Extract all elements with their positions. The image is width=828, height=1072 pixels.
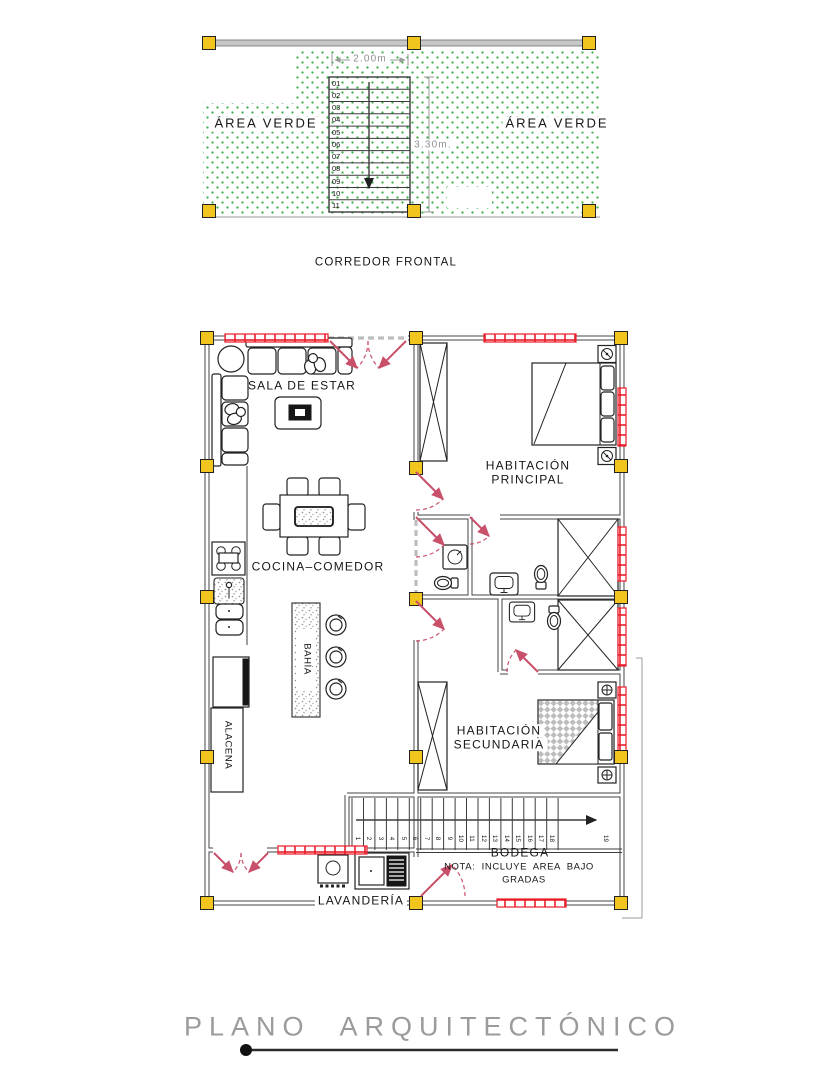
stair-step-number: 6	[411, 836, 419, 841]
toilet-icon	[535, 566, 548, 590]
wardrobe-secundaria	[418, 682, 447, 790]
closet-hall-lower	[558, 600, 618, 670]
refrigerator	[213, 657, 249, 707]
stair-step-number: 3	[377, 836, 385, 841]
label-bodega-note-1: NOTA: INCLUYE AREA BAJO	[444, 861, 594, 873]
bahia-bar	[292, 603, 346, 717]
stair-step-number: 04	[332, 115, 341, 125]
label-habitacion-principal-2: PRINCIPAL	[491, 472, 565, 487]
title-rule-dot	[240, 1044, 252, 1056]
door-swing	[241, 853, 268, 872]
stair-step-number: 4	[388, 836, 396, 841]
washer-icon	[443, 545, 467, 569]
stair-step-number: 14	[502, 835, 510, 842]
label-bodega-note-2: GRADAS	[502, 874, 546, 886]
stair-step-number: 9	[445, 836, 453, 841]
stair-step-number: 1	[354, 836, 362, 841]
kitchen-counter	[211, 466, 249, 792]
stair-step-number: 12	[480, 835, 488, 842]
title-rule	[240, 1044, 618, 1056]
bedroom-secundaria-furniture	[538, 682, 616, 783]
nightstand-cross	[598, 767, 616, 783]
bed-principal	[532, 363, 616, 445]
door-swing	[368, 341, 406, 368]
label-corredor-frontal: CORREDOR FRONTAL	[314, 256, 458, 269]
stair-step-number: 17	[537, 835, 545, 842]
stair-step-number: 02	[332, 90, 341, 100]
alacena-cabinet	[211, 708, 243, 792]
dim-3-30m-label: 3.30m.	[411, 139, 455, 150]
side-table-round	[218, 346, 244, 372]
nightstand-lamp	[598, 448, 616, 465]
laundry-fixtures	[318, 853, 409, 889]
label-area-verde-right: ÁREA VERDE	[502, 117, 611, 132]
label-alacena: ALACENA	[222, 720, 234, 770]
stair-step-number: 5	[399, 836, 407, 841]
kitchen-sink	[214, 578, 244, 635]
table-centerpiece	[295, 507, 333, 526]
sink-vanity-icon	[509, 602, 534, 622]
window-symbol	[618, 608, 626, 666]
coffee-table	[275, 397, 321, 429]
dining-set	[263, 478, 365, 555]
stair-step-number: 01	[332, 78, 341, 88]
sink-vanity-icon	[490, 573, 518, 595]
nightstand-cross	[598, 682, 616, 698]
stair-step-number: 06	[332, 139, 341, 149]
stair-step-number: 07	[332, 152, 341, 162]
stair-step-number: 08	[332, 164, 341, 174]
main-staircase	[352, 798, 622, 853]
stair-step-number: 05	[332, 127, 341, 137]
window-symbol	[225, 334, 328, 342]
door-swing	[470, 517, 489, 544]
label-sala-de-estar: SALA DE ESTAR	[247, 378, 357, 393]
stair-step-number: 8	[434, 836, 442, 841]
stove	[212, 542, 245, 575]
label-cocina-comedor: COCINA–COMEDOR	[251, 559, 385, 574]
nightstand-lamp	[598, 346, 616, 363]
stair-step-number: 09	[332, 176, 341, 186]
door-swing	[421, 865, 465, 896]
stair-step-number: 11	[332, 201, 340, 211]
bar-stool	[326, 679, 346, 699]
closet-hall-upper	[558, 519, 618, 596]
stair-step-number: 10	[332, 189, 341, 199]
window-symbol	[618, 687, 626, 753]
dim-2m-label: 2.00m	[350, 53, 390, 64]
label-area-verde-left: ÁREA VERDE	[211, 117, 320, 132]
window-symbol	[618, 388, 626, 446]
stair-step-number: 13	[491, 835, 499, 842]
door-swing	[416, 517, 444, 557]
stair-step-number: 03	[332, 103, 341, 113]
stair-step-number: 2	[365, 836, 373, 841]
furniture-sala	[212, 338, 352, 466]
washing-machine	[318, 855, 348, 886]
label-habitacion-secundaria-2: SECUNDARIA	[451, 738, 548, 751]
stair-step-number: 10	[457, 835, 465, 842]
window-symbol	[484, 334, 576, 342]
laundry-sink-pila	[355, 853, 409, 889]
corridor-green-area	[203, 50, 600, 217]
label-habitacion-principal-1: HABITACIÓN	[485, 458, 571, 473]
window-symbol	[497, 899, 566, 907]
label-lavanderia: LAVANDERÍA	[315, 894, 407, 907]
stair-step-number: 18	[548, 835, 556, 842]
wardrobe-principal	[420, 343, 447, 461]
door-swing	[416, 472, 443, 510]
window-symbol	[278, 846, 367, 854]
door-swing	[507, 650, 538, 672]
stair-step-number: 11	[468, 835, 476, 842]
bar-stool	[326, 647, 346, 667]
bar-stool	[326, 615, 346, 635]
corridor-top-beam	[209, 40, 589, 46]
toilet-icon	[435, 577, 459, 590]
label-habitacion-secundaria-1: HABITACIÓN	[454, 724, 544, 737]
label-bahia: BAHÍA	[301, 643, 313, 675]
stair-step-number: 16	[525, 835, 533, 842]
bedroom-principal-furniture	[420, 343, 616, 465]
sofa-top	[246, 338, 352, 374]
window-symbol	[618, 527, 626, 581]
stair-step-number: 15	[514, 835, 522, 842]
sheet-title: PLANO ARQUITECTÓNICO	[183, 1011, 683, 1042]
label-bodega: BODEGA	[490, 845, 550, 860]
stair-step-number: 7	[422, 836, 430, 841]
door-swing	[214, 853, 241, 872]
stair-step-number: 19	[602, 835, 610, 842]
wall-opening-dashed	[328, 338, 416, 595]
toilet-icon	[548, 606, 561, 630]
bed-secundaria	[538, 700, 614, 764]
door-swing	[416, 601, 444, 641]
